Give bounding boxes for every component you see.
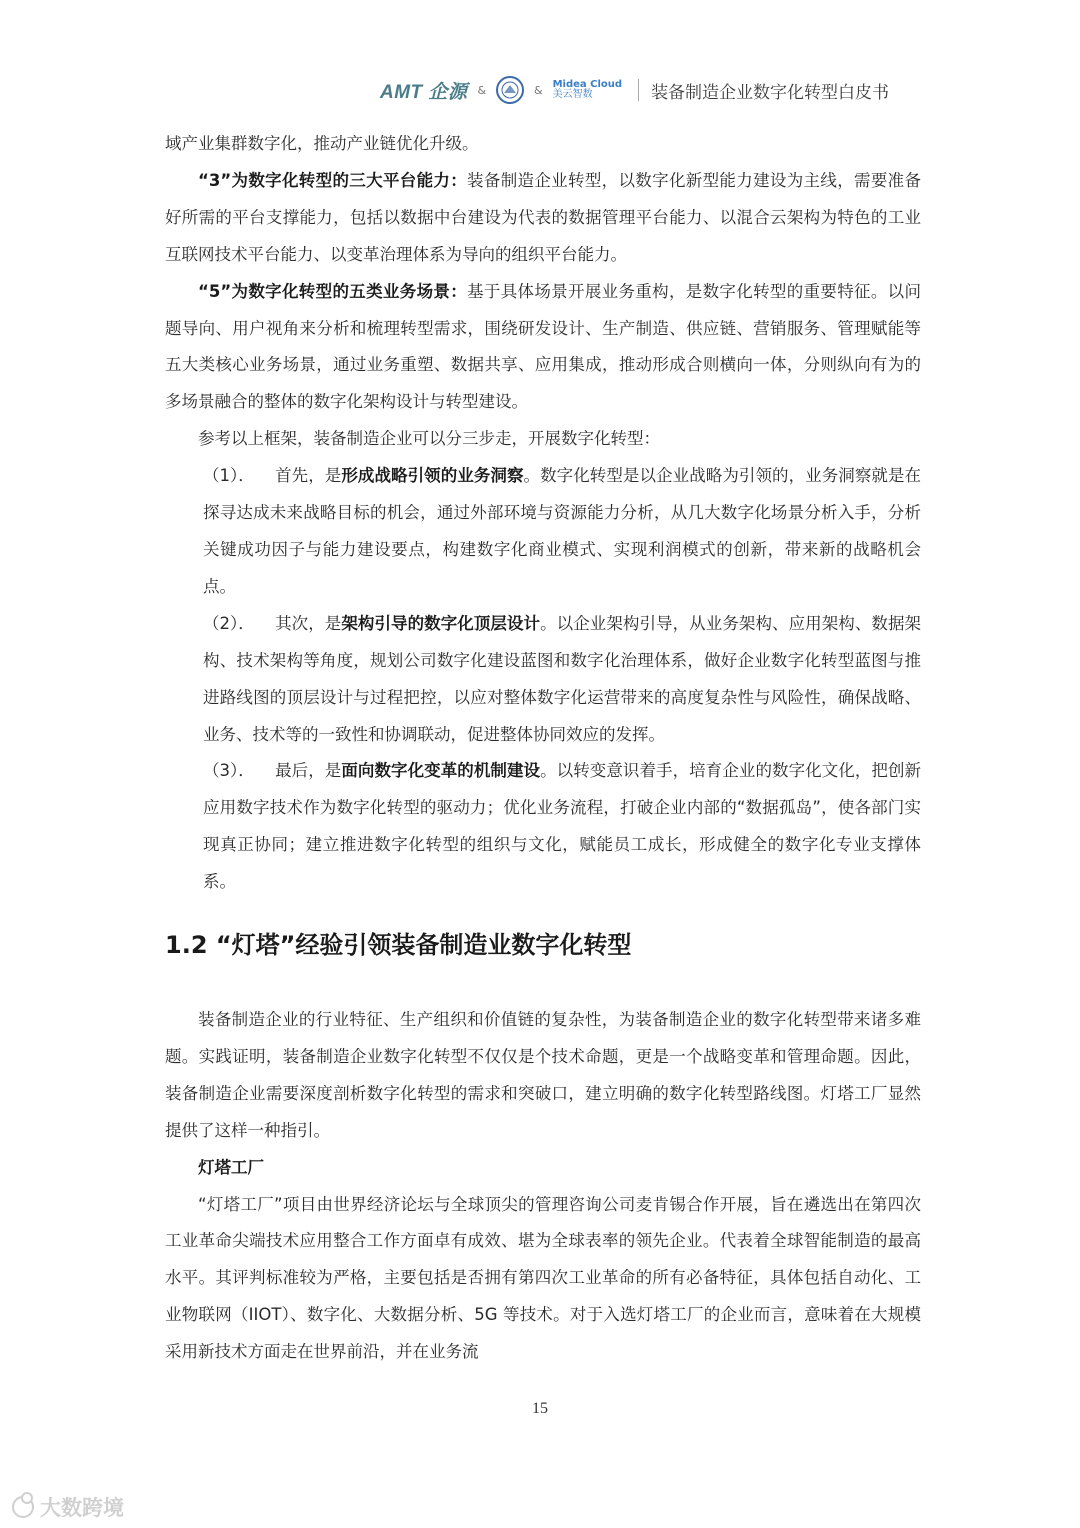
paragraph-three-platforms — [165, 163, 921, 274]
paragraph-continuation: 域产业集群数字化，推动产业链优化升级。 — [165, 134, 479, 153]
three-platforms-heading: “3”为数字化转型的三大平台能力： — [198, 170, 468, 190]
list-item-lead: 最后，是 — [275, 761, 342, 781]
list-item-text: 。以转变意识着手，培育企业的数字化文化，把创新应用数字技术作为数字化转型的驱动力；优化业务流程，打破企业内部的“数据孤岛”，使各部门实现真正协同；建立推进数字化转型的组织与文化，赋能员工成长，形成健全的数字化专业支撑体系。 — [203, 761, 922, 892]
list-item-number: （3）． — [203, 761, 255, 781]
ampersand-2: & — [534, 83, 543, 97]
five-scenarios-heading: “5”为数字化转型的五类业务场景： — [198, 281, 468, 301]
list-item-number: （1）． — [203, 466, 255, 486]
midea-cloud-subtext: 美云智数 — [552, 89, 593, 100]
list-item-bold: 架构引导的数字化顶层设计 — [341, 613, 541, 633]
ampersand-1: & — [477, 83, 487, 97]
paragraph-three-steps-intro: 参考以上框架，装备制造企业可以分三步走，开展数字化转型： — [198, 429, 660, 449]
page-number: 15 — [532, 1400, 548, 1417]
five-scenarios-text: 基于具体场景开展业务重构，是数字化转型的重要特征。以问题导向、用户视角来分析和梳理转型需求，围绕研发设计、生产制造、供应链、营销服务、管理赋能等五大类核心业务场景，通过业务重塑、数据共享、应用集成，推动形成合则横向一体，分则纵向有为的多场景融合的整体的数字化架构设计与转型建设。 — [165, 281, 921, 412]
paragraph-section-intro: 装备制造企业的行业特征、生产组织和价值链的复杂性，为装备制造企业的数字化转型带来诸多难题。实践证明，装备制造企业数字化转型不仅仅是个技术命题，更是一个战略变革和管理命题。因此，装备制造企业需要深度剖析数字化转型的需求和突破口，建立明确的数字化转型路线图。灯塔工厂显然提供了这样一种指引。 — [165, 1010, 921, 1140]
list-item-lead: 其次，是 — [275, 613, 342, 633]
list-item-number: （2）． — [203, 613, 255, 633]
page-content — [165, 126, 921, 1371]
list-item-bold: 面向数字化变革的机制建设 — [341, 761, 541, 781]
list-item-text: 。以企业架构引导，从业务架构、应用架构、数据架构、技术架构等角度，规划公司数字化建设蓝图和数字化治理体系，做好企业数字化转型蓝图与推进路线图的顶层设计与过程把控，以应对整体数字化运营带来的高度复杂性与风险性，确保战略、业务、技术等的一致性和协调联动，促进整体协同效应的发挥。 — [203, 613, 922, 744]
amt-logo: AMT 企源 — [380, 81, 468, 103]
list-item-text: 。数字化转型是以企业战略为引领的，业务洞察就是在探寻达成未来战略目标的机会，通过外部环境与资源能力分析，从几大数字化场景分析入手，分析关键成功因子与能力建设要点，构建数字化商业模式、实现利润模式的创新，带来新的战略机会点。 — [203, 466, 922, 596]
three-platforms-text: 装备制造企业转型，以数字化新型能力建设为主线，需要准备好所需的平台支撑能力，包括以数据中台建设为代表的数据管理平台能力、以混合云架构为特色的工业互联网技术平台能力、以变革治理体系为导向的组织平台能力。 — [165, 170, 921, 264]
subheading-lighthouse-factory: 灯塔工厂 — [198, 1157, 264, 1177]
midea-cloud-text: Midea Cloud — [552, 78, 623, 90]
seal-icon — [498, 78, 522, 102]
header-divider — [638, 79, 639, 101]
list-item — [165, 753, 921, 901]
midea-cloud-logo — [553, 80, 622, 101]
list-item — [165, 606, 921, 754]
watermark-text: 大数跨境 — [40, 1496, 124, 1520]
watermark-logo-icon — [12, 1496, 34, 1518]
university-seal-logo — [496, 76, 524, 104]
paragraph-five-scenarios — [165, 274, 921, 422]
section-heading: 1.2 “灯塔”经验引领装备制造业数字化转型 — [165, 931, 632, 960]
list-item-bold: 形成战略引领的业务洞察 — [341, 466, 524, 486]
list-item-lead: 首先，是 — [275, 466, 342, 486]
page-header — [380, 70, 920, 110]
paragraph-lighthouse-factory: “灯塔工厂”项目由世界经济论坛与全球顶尖的管理咨询公司麦肯锡合作开展，旨在遴选出在第四次工业革命尖端技术应用整合工作方面卓有成效、堪为全球表率的领先企业。代表着全球智能制造的最高水平。其评判标准较为严格，主要包括是否拥有第四次工业革命的所有必备特征，具体包括自动化、工业物联网（IIOT）、数字化、大数据分析、5G 等技术。对于入选灯塔工厂的企业而言，意味着在大规模采用新技术方面走在世界前沿，并在业务流 — [165, 1194, 921, 1362]
document-title: 装备制造企业数字化转型白皮书 — [651, 82, 890, 103]
list-item — [165, 458, 921, 606]
watermark — [12, 1492, 124, 1522]
